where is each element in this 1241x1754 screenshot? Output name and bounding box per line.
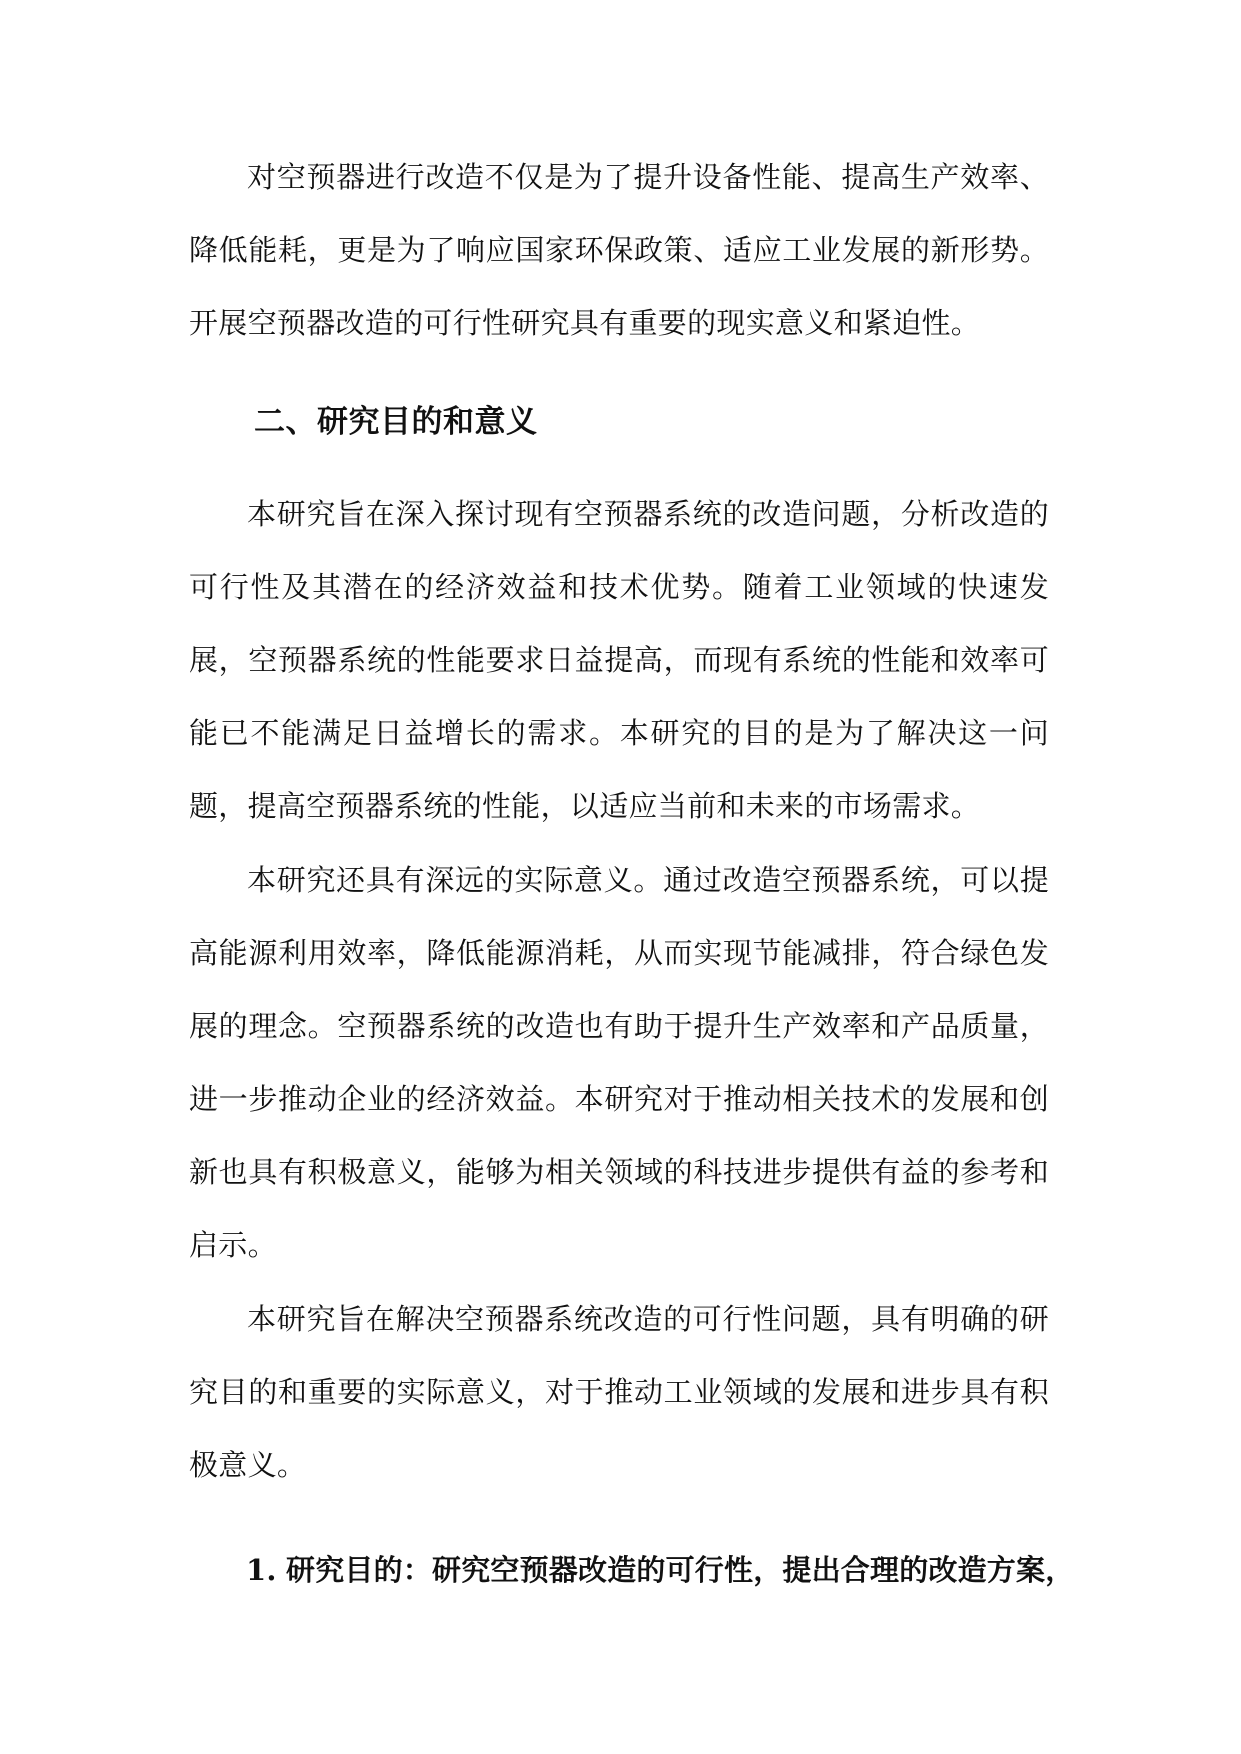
list-item-number: 1. xyxy=(246,1553,277,1587)
purpose-paragraph: 本研究旨在深入探讨现有空预器系统的改造问题，分析改造的可行性及其潜在的经济效益和技术优势。随着工业领域的快速发展，空预器系统的性能要求日益提高，而现有系统的性能和效率可能已不能满足日益增长的需求。本研究的目的是为了解决这一问题，提高空预器系统的性能，以适应当前和未来的市场需求。 xyxy=(189,497,1049,823)
summary-paragraph: 本研究旨在解决空预器系统改造的可行性问题，具有明确的研究目的和重要的实际意义，对于推动工业领域的发展和进步具有积极意义。 xyxy=(189,1302,1049,1482)
intro-paragraph: 对空预器进行改造不仅是为了提升设备性能、提高生产效率、降低能耗，更是为了响应国家环保政策、适应工业发展的新形势。开展空预器改造的可行性研究具有重要的现实意义和紧迫性。 xyxy=(189,160,1049,340)
list-item xyxy=(189,1540,1075,1600)
section-heading: 二、研究目的和意义 xyxy=(254,404,538,440)
list-item-text: 研究目的：研究空预器改造的可行性，提出合理的改造方案， xyxy=(286,1553,1075,1587)
document-body xyxy=(189,141,1075,1600)
significance-paragraph: 本研究还具有深远的实际意义。通过改造空预器系统，可以提高能源利用效率，降低能源消耗，从而实现节能减排，符合绿色发展的理念。空预器系统的改造也有助于提升生产效率和产品质量，进一步推动企业的经济效益。本研究对于推动相关技术的发展和创新也具有积极意义，能够为相关领域的科技进步提供有益的参考和启示。 xyxy=(189,863,1049,1262)
